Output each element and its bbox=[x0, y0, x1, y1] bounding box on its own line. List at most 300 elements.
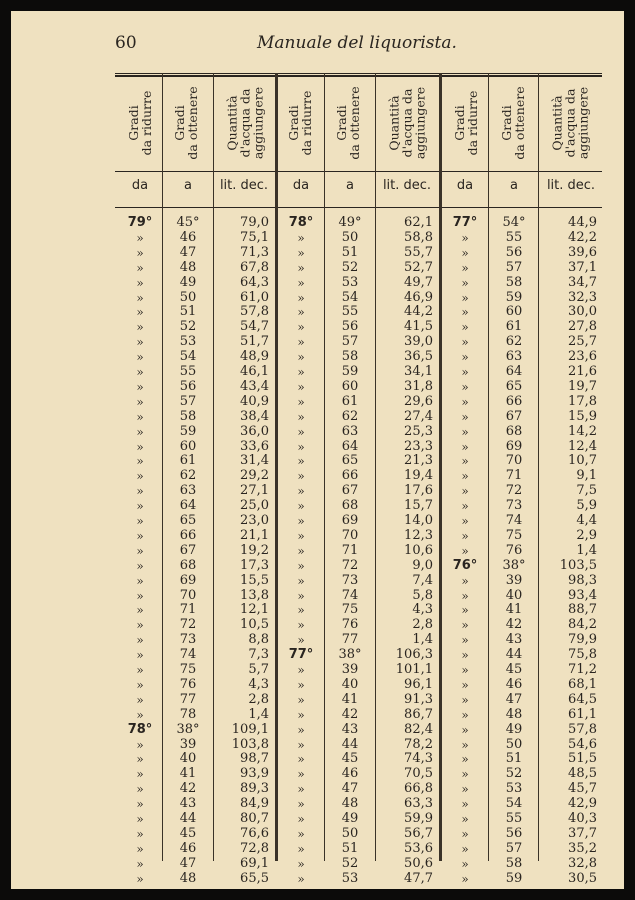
cell-da: » bbox=[136, 871, 144, 886]
cell-da: » bbox=[461, 573, 469, 588]
cell-da: » bbox=[136, 588, 144, 603]
cell-quantita: 101,1 bbox=[395, 662, 433, 677]
cell-quantita: 74,3 bbox=[404, 751, 433, 767]
cell-da: » bbox=[136, 245, 144, 260]
cell-a: 59 bbox=[505, 289, 523, 305]
cell-a: 47 bbox=[179, 855, 197, 871]
cell-a: 42 bbox=[179, 781, 197, 797]
cell-quantita: 25,3 bbox=[404, 423, 433, 439]
cell-quantita: 37,7 bbox=[568, 825, 597, 841]
cell-da: » bbox=[136, 305, 144, 320]
cell-da: » bbox=[461, 677, 469, 692]
page-header bbox=[11, 33, 624, 63]
cell-quantita: 33,6 bbox=[240, 438, 269, 454]
cell-a: 66 bbox=[505, 393, 523, 409]
cell-a: 66 bbox=[179, 527, 197, 543]
cell-quantita: 42,9 bbox=[568, 796, 597, 812]
cell-a: 60 bbox=[341, 378, 359, 394]
cell-da: » bbox=[461, 633, 469, 648]
cell-quantita: 15,5 bbox=[240, 572, 269, 588]
cell-a: 53 bbox=[341, 870, 359, 886]
cell-quantita: 66,8 bbox=[404, 781, 433, 797]
cell-a: 56 bbox=[505, 244, 523, 260]
cell-quantita: 1,4 bbox=[248, 706, 269, 722]
cell-da: » bbox=[297, 394, 305, 409]
cell-quantita: 40,3 bbox=[568, 811, 597, 826]
table-row bbox=[11, 305, 624, 320]
subheader-lit-3: lit. dec. bbox=[546, 178, 596, 193]
cell-quantita: 29,6 bbox=[404, 393, 433, 409]
cell-da: » bbox=[136, 290, 144, 305]
cell-quantita: 61,1 bbox=[568, 706, 597, 722]
cell-quantita: 5,7 bbox=[248, 662, 269, 677]
cell-da: 76° bbox=[452, 557, 478, 573]
top-rule-thin bbox=[115, 73, 602, 74]
cell-da: » bbox=[136, 499, 144, 514]
cell-a: 69 bbox=[179, 572, 197, 588]
cell-a: 76 bbox=[505, 542, 523, 558]
cell-quantita: 21,3 bbox=[404, 453, 433, 469]
cell-quantita: 41,5 bbox=[404, 319, 433, 335]
cell-quantita: 80,7 bbox=[240, 811, 269, 826]
cell-quantita: 30,5 bbox=[568, 870, 597, 886]
cell-quantita: 38,4 bbox=[240, 408, 269, 424]
cell-a: 59 bbox=[505, 870, 523, 886]
table-row bbox=[11, 216, 624, 231]
cell-a: 67 bbox=[505, 408, 523, 424]
cell-da: » bbox=[136, 856, 144, 871]
cell-da: » bbox=[461, 722, 469, 737]
cell-quantita: 61,0 bbox=[240, 289, 269, 305]
cell-a: 46 bbox=[179, 840, 197, 856]
cell-a: 62 bbox=[505, 334, 523, 350]
cell-a: 45 bbox=[341, 751, 359, 767]
table-row bbox=[11, 499, 624, 514]
cell-quantita: 72,8 bbox=[240, 840, 269, 856]
cell-quantita: 59,9 bbox=[404, 811, 433, 826]
cell-a: 38° bbox=[502, 557, 526, 573]
cell-a: 46 bbox=[505, 676, 523, 692]
cell-quantita: 30,0 bbox=[568, 304, 597, 320]
cell-a: 42 bbox=[341, 706, 359, 722]
subheader-lit-2: lit. dec. bbox=[382, 178, 432, 193]
cell-a: 40 bbox=[179, 751, 197, 767]
cell-a: 54° bbox=[502, 215, 526, 230]
cell-da: » bbox=[461, 767, 469, 782]
table-row bbox=[11, 678, 624, 693]
cell-quantita: 14,2 bbox=[568, 423, 597, 439]
cell-a: 45° bbox=[176, 215, 200, 230]
cell-quantita: 23,6 bbox=[568, 349, 597, 365]
cell-da: » bbox=[461, 663, 469, 677]
cell-quantita: 12,1 bbox=[240, 602, 269, 618]
table-row bbox=[11, 469, 624, 484]
cell-a: 46 bbox=[341, 766, 359, 782]
table-row bbox=[11, 291, 624, 306]
cell-a: 51 bbox=[505, 751, 523, 767]
cell-a: 70 bbox=[179, 587, 197, 603]
cell-a: 68 bbox=[179, 557, 197, 573]
cell-quantita: 79,0 bbox=[240, 215, 269, 230]
cell-a: 76 bbox=[341, 617, 359, 633]
cell-quantita: 96,1 bbox=[404, 676, 433, 692]
cell-a: 65 bbox=[341, 453, 359, 469]
cell-quantita: 2,9 bbox=[576, 527, 597, 543]
cell-quantita: 37,1 bbox=[568, 259, 597, 275]
cell-quantita: 84,2 bbox=[568, 617, 597, 633]
cell-a: 47 bbox=[505, 691, 523, 707]
table-row bbox=[11, 544, 624, 559]
cell-da: » bbox=[297, 752, 305, 767]
cell-da: » bbox=[297, 528, 305, 543]
cell-quantita: 76,6 bbox=[240, 825, 269, 841]
cell-da: » bbox=[461, 275, 469, 290]
cell-da: » bbox=[461, 499, 469, 514]
cell-quantita: 2,8 bbox=[248, 691, 269, 707]
table-row bbox=[11, 559, 624, 574]
cell-a: 48 bbox=[179, 870, 197, 886]
cell-quantita: 42,2 bbox=[568, 229, 597, 245]
cell-da: » bbox=[297, 499, 305, 514]
cell-quantita: 19,7 bbox=[568, 378, 597, 394]
cell-a: 64 bbox=[341, 438, 359, 454]
cell-quantita: 55,7 bbox=[404, 244, 433, 260]
cell-a: 59 bbox=[341, 364, 359, 379]
table-row bbox=[11, 797, 624, 812]
cell-a: 41 bbox=[505, 602, 523, 618]
cell-da: » bbox=[461, 826, 469, 841]
cell-da: » bbox=[297, 454, 305, 469]
cell-a: 67 bbox=[341, 483, 359, 499]
table-row bbox=[11, 589, 624, 604]
cell-a: 71 bbox=[341, 542, 359, 558]
cell-quantita: 25,0 bbox=[240, 498, 269, 514]
cell-a: 76 bbox=[179, 676, 197, 692]
cell-quantita: 17,6 bbox=[404, 483, 433, 499]
cell-da: » bbox=[297, 245, 305, 260]
cell-da: » bbox=[136, 573, 144, 588]
cell-a: 49 bbox=[505, 721, 523, 737]
cell-a: 57 bbox=[505, 840, 523, 856]
cell-a: 57 bbox=[179, 393, 197, 409]
cell-a: 58 bbox=[505, 274, 523, 290]
cell-quantita: 21,1 bbox=[240, 527, 269, 543]
cell-a: 43 bbox=[179, 796, 197, 812]
cell-da: » bbox=[297, 543, 305, 558]
cell-quantita: 67,8 bbox=[240, 259, 269, 275]
table-row bbox=[11, 484, 624, 499]
cell-a: 41 bbox=[341, 691, 359, 707]
cell-quantita: 51,5 bbox=[568, 751, 597, 767]
cell-quantita: 75,1 bbox=[240, 229, 269, 245]
cell-da: » bbox=[136, 648, 144, 663]
header-da-ridurre-1: Gradi da ridurre bbox=[126, 90, 154, 156]
cell-a: 62 bbox=[341, 408, 359, 424]
cell-a: 77 bbox=[179, 691, 197, 707]
table-row bbox=[11, 633, 624, 648]
cell-da: » bbox=[461, 856, 469, 871]
table-row bbox=[11, 812, 624, 827]
cell-da: » bbox=[461, 528, 469, 543]
cell-quantita: 93,9 bbox=[240, 766, 269, 782]
cell-quantita: 44,9 bbox=[568, 215, 597, 230]
table-row bbox=[11, 350, 624, 365]
cell-da: » bbox=[136, 365, 144, 379]
cell-da: » bbox=[297, 290, 305, 305]
cell-a: 55 bbox=[505, 229, 523, 245]
cell-a: 54 bbox=[505, 796, 523, 812]
cell-a: 51 bbox=[341, 244, 359, 260]
cell-da: » bbox=[136, 812, 144, 826]
cell-a: 54 bbox=[179, 349, 197, 365]
cell-quantita: 39,0 bbox=[404, 334, 433, 350]
cell-a: 51 bbox=[341, 840, 359, 856]
cell-quantita: 86,7 bbox=[404, 706, 433, 722]
header-da-ridurre-3: Gradi da ridurre bbox=[452, 90, 480, 156]
cell-quantita: 15,9 bbox=[568, 408, 597, 424]
table-row bbox=[11, 738, 624, 753]
cell-da: » bbox=[297, 677, 305, 692]
cell-a: 78 bbox=[179, 706, 197, 722]
cell-quantita: 36,0 bbox=[240, 423, 269, 439]
cell-a: 55 bbox=[341, 304, 359, 320]
cell-quantita: 89,3 bbox=[240, 781, 269, 797]
cell-a: 73 bbox=[341, 572, 359, 588]
cell-da: 77° bbox=[452, 215, 478, 230]
cell-a: 45 bbox=[179, 825, 197, 841]
cell-a: 53 bbox=[179, 334, 197, 350]
cell-a: 57 bbox=[341, 334, 359, 350]
table-row bbox=[11, 395, 624, 410]
cell-a: 59 bbox=[179, 423, 197, 439]
cell-da: » bbox=[136, 484, 144, 499]
cell-a: 53 bbox=[341, 274, 359, 290]
table-row bbox=[11, 410, 624, 425]
cell-da: » bbox=[297, 275, 305, 290]
cell-a: 44 bbox=[341, 736, 359, 752]
cell-quantita: 68,1 bbox=[568, 676, 597, 692]
cell-quantita: 1,4 bbox=[576, 542, 597, 558]
cell-da: » bbox=[461, 394, 469, 409]
cell-da: » bbox=[461, 588, 469, 603]
cell-a: 70 bbox=[505, 453, 523, 469]
cell-quantita: 12,3 bbox=[404, 527, 433, 543]
cell-da: » bbox=[136, 394, 144, 409]
cell-a: 55 bbox=[505, 811, 523, 826]
table-row bbox=[11, 425, 624, 440]
cell-a: 44 bbox=[179, 811, 197, 826]
cell-quantita: 4,4 bbox=[576, 513, 597, 528]
table-row bbox=[11, 574, 624, 589]
cell-quantita: 48,9 bbox=[240, 349, 269, 365]
cell-da: » bbox=[136, 692, 144, 707]
cell-a: 63 bbox=[179, 483, 197, 499]
cell-quantita: 2,8 bbox=[412, 617, 433, 633]
cell-da: » bbox=[461, 543, 469, 558]
cell-a: 71 bbox=[179, 602, 197, 618]
cell-quantita: 44,2 bbox=[404, 304, 433, 320]
cell-quantita: 27,4 bbox=[404, 408, 433, 424]
cell-a: 50 bbox=[341, 825, 359, 841]
cell-a: 66 bbox=[341, 468, 359, 484]
table-row bbox=[11, 782, 624, 797]
cell-da: » bbox=[297, 871, 305, 886]
cell-a: 77 bbox=[341, 632, 359, 648]
cell-da: » bbox=[461, 439, 469, 454]
cell-quantita: 88,7 bbox=[568, 602, 597, 618]
cell-da: » bbox=[297, 379, 305, 394]
cell-a: 53 bbox=[505, 781, 523, 797]
table-row bbox=[11, 529, 624, 544]
cell-da: » bbox=[461, 365, 469, 379]
table-row bbox=[11, 842, 624, 857]
cell-a: 48 bbox=[505, 706, 523, 722]
table-row bbox=[11, 752, 624, 767]
cell-quantita: 53,6 bbox=[404, 840, 433, 856]
cell-da: » bbox=[461, 797, 469, 812]
cell-quantita: 25,7 bbox=[568, 334, 597, 350]
cell-quantita: 62,1 bbox=[404, 215, 433, 230]
cell-quantita: 79,9 bbox=[568, 632, 597, 648]
table-row bbox=[11, 261, 624, 276]
table-row bbox=[11, 872, 624, 887]
cell-da: » bbox=[297, 365, 305, 379]
cell-a: 67 bbox=[179, 542, 197, 558]
subheader-da-2: da bbox=[292, 178, 310, 193]
cell-quantita: 48,5 bbox=[568, 766, 597, 782]
cell-quantita: 52,7 bbox=[404, 259, 433, 275]
table-row bbox=[11, 693, 624, 708]
cell-da: » bbox=[136, 409, 144, 424]
cell-quantita: 93,4 bbox=[568, 587, 597, 603]
cell-quantita: 23,3 bbox=[404, 438, 433, 454]
cell-quantita: 15,7 bbox=[404, 498, 433, 514]
cell-da: » bbox=[297, 737, 305, 752]
cell-da: 77° bbox=[288, 647, 314, 663]
table-row bbox=[11, 335, 624, 350]
cell-quantita: 64,5 bbox=[568, 691, 597, 707]
cell-quantita: 9,0 bbox=[412, 557, 433, 573]
cell-a: 71 bbox=[505, 468, 523, 484]
cell-quantita: 4,3 bbox=[412, 602, 433, 618]
cell-da: » bbox=[136, 528, 144, 543]
cell-quantita: 19,4 bbox=[404, 468, 433, 484]
cell-a: 43 bbox=[505, 632, 523, 648]
cell-da: » bbox=[136, 663, 144, 677]
subheader-a-3: a bbox=[510, 178, 518, 193]
cell-da: » bbox=[297, 588, 305, 603]
cell-quantita: 27,1 bbox=[240, 483, 269, 499]
cell-da: » bbox=[136, 737, 144, 752]
cell-a: 44 bbox=[505, 647, 523, 663]
cell-quantita: 54,6 bbox=[568, 736, 597, 752]
cell-da: » bbox=[461, 424, 469, 439]
cell-da: » bbox=[297, 841, 305, 856]
cell-da: » bbox=[136, 514, 144, 528]
book-page bbox=[11, 11, 624, 889]
cell-quantita: 103,8 bbox=[231, 736, 269, 752]
cell-quantita: 46,9 bbox=[404, 289, 433, 305]
cell-da: 79° bbox=[127, 215, 153, 230]
cell-quantita: 54,7 bbox=[240, 319, 269, 335]
cell-a: 46 bbox=[179, 229, 197, 245]
cell-quantita: 71,3 bbox=[240, 244, 269, 260]
cell-da: » bbox=[136, 767, 144, 782]
cell-da: » bbox=[461, 290, 469, 305]
subheader-lit-1: lit. dec. bbox=[219, 178, 269, 193]
subheader-da-1: da bbox=[131, 178, 149, 193]
cell-quantita: 10,5 bbox=[240, 617, 269, 633]
cell-da: » bbox=[297, 782, 305, 797]
cell-a: 68 bbox=[505, 423, 523, 439]
table-row bbox=[11, 246, 624, 261]
table-row bbox=[11, 276, 624, 291]
cell-da: » bbox=[136, 543, 144, 558]
cell-a: 43 bbox=[341, 721, 359, 737]
header-da-ottenere-2: Gradi da ottenere bbox=[334, 86, 362, 160]
cell-a: 58 bbox=[505, 855, 523, 871]
cell-a: 60 bbox=[505, 304, 523, 320]
cell-a: 65 bbox=[505, 378, 523, 394]
cell-a: 69 bbox=[341, 513, 359, 528]
cell-quantita: 58,8 bbox=[404, 229, 433, 245]
cell-a: 38° bbox=[338, 647, 362, 663]
cell-da: » bbox=[297, 320, 305, 335]
cell-da: » bbox=[136, 618, 144, 633]
cell-a: 57 bbox=[505, 259, 523, 275]
cell-da: » bbox=[297, 663, 305, 677]
cell-a: 39 bbox=[341, 662, 359, 677]
cell-quantita: 78,2 bbox=[404, 736, 433, 752]
table-row bbox=[11, 231, 624, 246]
cell-da: » bbox=[136, 424, 144, 439]
cell-quantita: 98,7 bbox=[240, 751, 269, 767]
cell-a: 55 bbox=[179, 364, 197, 379]
cell-a: 56 bbox=[179, 378, 197, 394]
cell-quantita: 34,7 bbox=[568, 274, 597, 290]
cell-a: 58 bbox=[179, 408, 197, 424]
cell-da: » bbox=[136, 335, 144, 350]
cell-a: 51 bbox=[179, 304, 197, 320]
cell-a: 62 bbox=[179, 468, 197, 484]
cell-a: 52 bbox=[179, 319, 197, 335]
cell-da: » bbox=[297, 469, 305, 484]
cell-da: » bbox=[297, 439, 305, 454]
cell-quantita: 109,1 bbox=[231, 721, 269, 737]
cell-da: » bbox=[136, 230, 144, 245]
cell-da: » bbox=[461, 454, 469, 469]
cell-a: 75 bbox=[179, 662, 197, 677]
table-row bbox=[11, 827, 624, 842]
table-row bbox=[11, 603, 624, 618]
cell-a: 75 bbox=[341, 602, 359, 618]
page-number: 60 bbox=[115, 33, 137, 53]
cell-da: » bbox=[136, 260, 144, 275]
cell-a: 47 bbox=[179, 244, 197, 260]
table-row bbox=[11, 857, 624, 872]
cell-quantita: 91,3 bbox=[404, 691, 433, 707]
cell-a: 50 bbox=[179, 289, 197, 305]
cell-quantita: 19,2 bbox=[240, 542, 269, 558]
cell-quantita: 57,8 bbox=[240, 304, 269, 320]
cell-da: » bbox=[136, 677, 144, 692]
cell-da: » bbox=[297, 350, 305, 365]
cell-a: 63 bbox=[505, 349, 523, 365]
cell-da: » bbox=[461, 841, 469, 856]
header-da-ottenere-3: Gradi da ottenere bbox=[499, 86, 527, 160]
cell-da: 78° bbox=[127, 721, 153, 737]
cell-quantita: 39,6 bbox=[568, 244, 597, 260]
